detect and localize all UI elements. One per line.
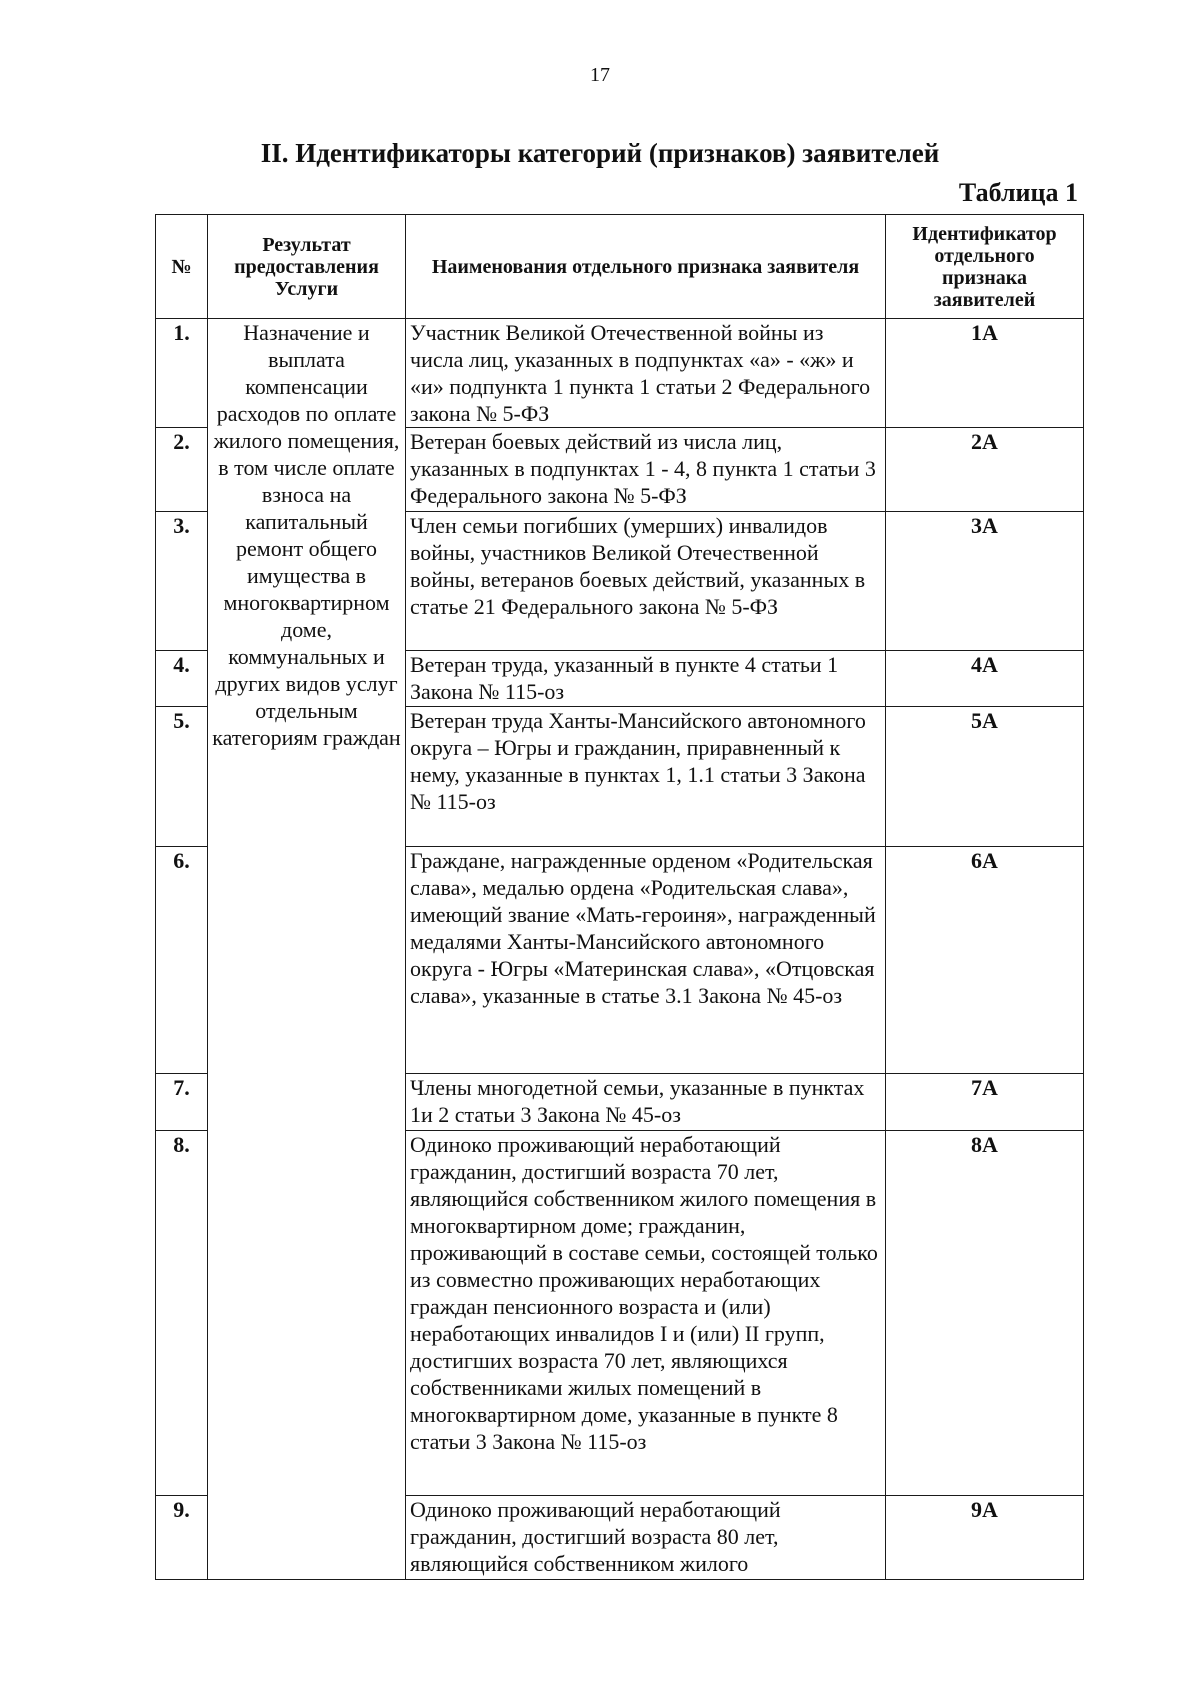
row-num: 5. (156, 707, 208, 847)
service-result-cell: Назначение и выплата компенсации расходов по оплате жилого помещения, в том числе оплате взноса на капитальный ремонт общего имущества в многоквартирном доме, коммунальных и других видов услуг отдельным категориям граждан (208, 319, 406, 1580)
row-identifier: 7А (886, 1074, 1084, 1131)
row-identifier: 1А (886, 319, 1084, 428)
row-name: Ветеран труда Ханты-Мансийского автономного округа – Югры и гражданин, приравненный к нему, указанные в пунктах 1, 1.1 статьи 3 Закона № 115-оз (406, 707, 886, 847)
row-name: Участник Великой Отечественной войны из числа лиц, указанных в подпунктах «а» - «ж» и «и» подпункта 1 пункта 1 статьи 2 Федерального закона № 5-ФЗ (406, 319, 886, 428)
header-result: Результат предоставления Услуги (208, 215, 406, 319)
row-num: 1. (156, 319, 208, 428)
row-name: Граждане, награжденные орденом «Родительская слава», медалью ордена «Родительская слава», имеющий звание «Мать-героиня», награжденный медалями Ханты-Мансийского автономного округа - Югры «Материнская слава», «Отцовская слава», указанные в статье 3.1 Закона № 45-оз (406, 847, 886, 1074)
section-title: II. Идентификаторы категорий (признаков) заявителей (260, 138, 940, 168)
row-num: 2. (156, 428, 208, 512)
header-num: № (156, 215, 208, 319)
row-name: Член семьи погибших (умерших) инвалидов войны, участников Великой Отечественной войны, ветеранов боевых действий, указанных в статье 21 Федерального закона № 5-ФЗ (406, 512, 886, 651)
row-identifier: 9А (886, 1496, 1084, 1580)
table-row (156, 319, 1084, 428)
row-name: Одиноко проживающий неработающий гражданин, достигший возраста 80 лет, являющийся собственником жилого (406, 1496, 886, 1580)
row-num: 6. (156, 847, 208, 1074)
row-name: Ветеран труда, указанный в пункте 4 статьи 1 Закона № 115-оз (406, 651, 886, 707)
header-name: Наименования отдельного признака заявителя (406, 215, 886, 319)
row-identifier: 3А (886, 512, 1084, 651)
row-identifier: 4А (886, 651, 1084, 707)
row-identifier: 8А (886, 1131, 1084, 1496)
row-identifier: 6А (886, 847, 1084, 1074)
header-identifier: Идентификатор отдельного признака заявителей (886, 215, 1084, 319)
row-identifier: 5А (886, 707, 1084, 847)
row-name: Ветеран боевых действий из числа лиц, указанных в подпунктах 1 - 4, 8 пункта 1 статьи 3 Федерального закона № 5-ФЗ (406, 428, 886, 512)
identifiers-table (155, 214, 1084, 1580)
row-name: Одиноко проживающий неработающий гражданин, достигший возраста 70 лет, являющийся собственником жилого помещения в многоквартирном доме; гражданин, проживающий в составе семьи, состоящей только из совместно проживающих неработающих граждан пенсионного возраста и (или) неработающих инвалидов I и (или) II групп, достигших возраста 70 лет, являющихся собственниками жилых помещений в многоквартирном доме, указанные в пункте 8 статьи 3 Закона № 115-оз (406, 1131, 886, 1496)
row-num: 4. (156, 651, 208, 707)
page-number: 17 (590, 64, 610, 86)
row-num: 9. (156, 1496, 208, 1580)
row-num: 3. (156, 512, 208, 651)
table-label: Таблица 1 (958, 178, 1078, 207)
row-name: Члены многодетной семьи, указанные в пунктах 1и 2 статьи 3 Закона № 45-оз (406, 1074, 886, 1131)
row-num: 8. (156, 1131, 208, 1496)
row-identifier: 2А (886, 428, 1084, 512)
row-num: 7. (156, 1074, 208, 1131)
table-header-row (156, 215, 1084, 319)
